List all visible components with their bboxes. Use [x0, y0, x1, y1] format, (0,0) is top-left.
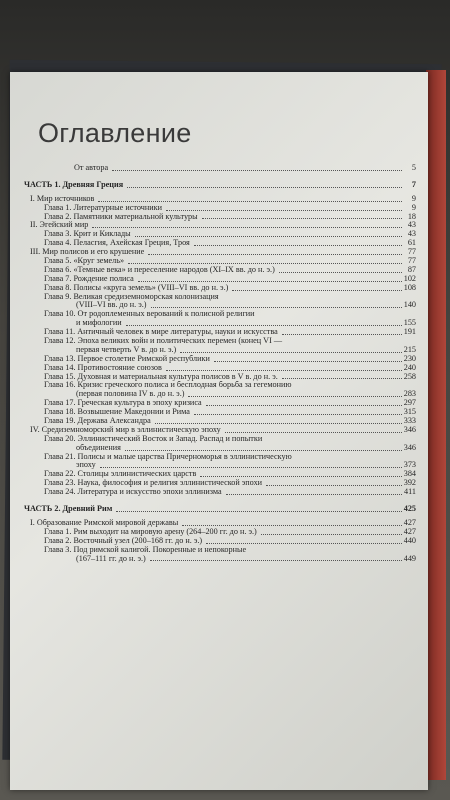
toc-leader-dots — [166, 370, 402, 371]
toc-entry-title: I. Мир источников — [30, 194, 95, 203]
toc-entry — [24, 204, 416, 213]
toc-entry — [24, 373, 416, 382]
toc-leader-dots — [279, 272, 402, 273]
toc-entry-title: Глава 3. Крит и Киклады — [44, 230, 131, 239]
toc-entry — [24, 470, 416, 479]
toc-entry — [24, 453, 416, 462]
toc-entry — [24, 337, 416, 346]
toc-entry-title: (первая половина IV в. до н. э.) — [76, 390, 185, 399]
toc-entry-title: ЧАСТЬ 2. Древний Рим — [24, 505, 113, 514]
toc-page-number: 230 — [403, 353, 416, 363]
toc-entry-title: Глава 8. Полисы «круга земель» (VIII–VI вв. до н. э.) — [44, 283, 229, 292]
toc-page-number: 7 — [411, 179, 416, 189]
toc-entry-title: Глава 5. «Круг земель» — [44, 257, 125, 265]
toc-page-number: 155 — [403, 318, 416, 328]
toc-entry — [24, 355, 416, 364]
toc-page-number: 43 — [407, 229, 416, 239]
toc-entry — [24, 555, 416, 564]
toc-entry-title: Глава 1. Литературные источники — [44, 203, 162, 212]
toc-page-number: 9 — [411, 193, 416, 203]
toc-leader-dots — [188, 396, 401, 397]
toc-leader-dots — [194, 245, 402, 246]
toc-entry — [24, 462, 416, 471]
toc-leader-dots — [206, 543, 402, 544]
toc-entry — [24, 195, 416, 204]
toc-page-number: 315 — [403, 407, 416, 417]
toc-page-number: 425 — [403, 504, 416, 514]
page-title: Оглавление — [38, 118, 192, 148]
toc-leader-dots — [282, 378, 402, 379]
toc-leader-dots — [182, 525, 402, 526]
toc-entry-title: Глава 4. Пеласгия, Ахейская Греция, Троя — [44, 239, 190, 248]
toc-entry-title: (VIII–VI вв. до н. э.) — [76, 301, 147, 310]
toc-leader-dots — [127, 187, 402, 188]
toc-entry — [24, 426, 416, 435]
toc-entry-title: Глава 13. Первое столетие Римской республики — [44, 354, 210, 363]
toc-entry-title: Глава 22. Столицы эллинистических царств — [44, 470, 197, 479]
toc-entry — [24, 346, 416, 355]
toc-page-number: 87 — [407, 264, 416, 274]
toc-entry — [24, 488, 416, 497]
toc-page-number: 140 — [403, 300, 416, 310]
toc-entry — [24, 248, 416, 257]
toc-entry-title: Глава 6. «Темные века» и переселение народов (XI–IX вв. до н. э.) — [44, 265, 275, 274]
toc-page-number: 283 — [403, 389, 416, 399]
toc-entry — [24, 546, 416, 555]
toc-page-number: 297 — [403, 398, 416, 408]
toc-leader-dots — [148, 254, 402, 255]
toc-entry-title: Глава 3. Под римской калигой. Покоренные и непокорные — [44, 545, 247, 554]
toc-leader-dots — [202, 218, 402, 219]
toc-entry — [24, 164, 416, 173]
toc-entry — [24, 479, 416, 488]
toc-entry-title: II. Эгейский мир — [30, 221, 89, 230]
toc-leader-dots — [226, 494, 402, 495]
toc-entry — [24, 293, 416, 302]
toc-entry — [24, 266, 416, 275]
toc-leader-dots — [151, 307, 402, 308]
toc-page-number: 77 — [407, 247, 416, 257]
toc-entry — [24, 381, 416, 390]
toc-entry-title: Глава 11. Античный человек в мире литературы, науки и искусства — [44, 328, 278, 337]
toc-page-number: 5 — [411, 162, 416, 172]
toc-entry — [24, 435, 416, 444]
toc-entry — [24, 275, 416, 284]
toc-entry — [24, 444, 416, 453]
toc-entry — [24, 390, 416, 399]
toc-page-number: 346 — [403, 442, 416, 452]
toc-page-number: 411 — [404, 487, 416, 497]
toc-page-number: 427 — [403, 517, 416, 527]
toc-entry — [24, 284, 416, 293]
toc-entry-title: Глава 20. Эллинистический Восток и Запад. Распад и попытки — [44, 434, 263, 443]
toc-entry-title: Глава 24. Литература и искусство эпохи эллинизма — [44, 488, 222, 497]
toc-page-number: 108 — [403, 282, 416, 292]
table-of-contents — [24, 164, 416, 563]
toc-entry-title: (167–111 гг. до н. э.) — [76, 554, 146, 563]
toc-entry-title: Глава 9. Великая средиземноморская колонизация — [44, 292, 219, 301]
toc-page-number: 333 — [403, 416, 416, 426]
toc-page-number: 77 — [407, 256, 416, 265]
toc-entry-title: Глава 19. Держава Александра — [44, 417, 151, 426]
toc-leader-dots — [135, 236, 402, 237]
toc-entry-title: Глава 10. От родоплеменных верований к полисной религии — [44, 310, 255, 319]
toc-entry — [24, 328, 416, 337]
toc-page-number: 240 — [403, 362, 416, 372]
toc-entry — [24, 537, 416, 546]
book-edge — [426, 70, 446, 780]
toc-entry — [24, 408, 416, 417]
toc-entry-title: Глава 2. Памятники материальной культуры — [44, 212, 198, 221]
toc-entry — [24, 230, 416, 239]
toc-entry-title: IV. Средиземноморский мир в эллинистическую эпоху — [30, 425, 221, 434]
toc-entry-title: Глава 21. Полисы и малые царства Причерноморья в эллинистическую — [44, 452, 292, 461]
toc-entry-title: Глава 16. Кризис греческого полиса и бесплодная борьба за гегемонию — [44, 381, 292, 390]
toc-leader-dots — [200, 476, 401, 477]
toc-leader-dots — [100, 467, 402, 468]
toc-entry-title: ЧАСТЬ 1. Древняя Греция — [24, 180, 124, 189]
toc-entry — [24, 239, 416, 248]
toc-entry-title: и мифологии — [76, 319, 122, 328]
toc-entry-title: Глава 14. Противостояние союзов — [44, 363, 162, 372]
toc-entry — [24, 528, 416, 537]
toc-entry-title: III. Мир полисов и его крушение — [30, 248, 145, 257]
toc-leader-dots — [180, 352, 401, 353]
toc-leader-dots — [150, 560, 402, 561]
toc-page-number: 9 — [411, 202, 416, 212]
toc-page-number: 43 — [407, 220, 416, 230]
toc-entry-title: эпоху — [76, 461, 96, 470]
toc-leader-dots — [138, 281, 402, 282]
toc-leader-dots — [128, 263, 402, 264]
toc-page-number: 61 — [407, 238, 416, 248]
toc-entry-title: Глава 23. Наука, философия и религия эллинистической эпохи — [44, 479, 263, 488]
toc-part-heading — [24, 181, 416, 190]
toc-leader-dots — [166, 210, 402, 211]
toc-page-number: 384 — [403, 469, 416, 479]
toc-entry-title: Глава 17. Греческая культура в эпоху кризиса — [44, 399, 202, 408]
toc-entry — [24, 519, 416, 528]
toc-entry — [24, 364, 416, 373]
toc-entry-title: объединения — [76, 443, 121, 452]
toc-page-number: 18 — [407, 211, 416, 221]
toc-leader-dots — [92, 227, 402, 228]
toc-entry — [24, 399, 416, 408]
toc-entry-title: Глава 2. Восточный узел (200–168 гг. до н. э.) — [44, 536, 203, 545]
toc-entry-title: I. Образование Римской мировой державы — [30, 518, 179, 527]
toc-leader-dots — [225, 432, 402, 433]
toc-entry-title: Глава 15. Духовная и материальная культура полисов в V в. до н. э. — [44, 372, 278, 381]
toc-leader-dots — [126, 325, 402, 326]
toc-page-number: 215 — [403, 344, 416, 354]
toc-entry — [24, 257, 416, 266]
toc-page-number: 392 — [403, 478, 416, 488]
book-page — [10, 72, 428, 790]
toc-entry-title: Глава 18. Возвышение Македонии и Рима — [44, 408, 190, 417]
toc-page-number: 427 — [403, 526, 416, 536]
toc-leader-dots — [206, 405, 402, 406]
toc-entry — [24, 213, 416, 222]
toc-leader-dots — [266, 485, 402, 486]
toc-entry-title: Глава 1. Рим выходит на мировую арену (264–200 гг. до н. э.) — [44, 527, 257, 536]
toc-leader-dots — [125, 450, 402, 451]
toc-entry — [24, 319, 416, 328]
toc-entry — [24, 417, 416, 426]
toc-entry-title: первая четверть V в. до н. э.) — [76, 345, 177, 354]
toc-page-number: 102 — [403, 273, 416, 283]
toc-leader-dots — [282, 334, 402, 335]
toc-entry-title: Глава 7. Рождение полиса — [44, 274, 134, 283]
toc-page-number: 373 — [403, 460, 416, 470]
toc-entry — [24, 310, 416, 319]
toc-leader-dots — [98, 201, 402, 202]
toc-leader-dots — [194, 414, 402, 415]
toc-entry-title: От автора — [74, 163, 109, 172]
toc-page-number: 449 — [403, 553, 416, 563]
toc-part-heading — [24, 505, 416, 514]
toc-spacer — [24, 173, 416, 178]
toc-spacer — [24, 497, 416, 502]
toc-entry-title: Глава 12. Эпоха великих войн и политических перемен (конец VI — — [44, 337, 283, 346]
toc-leader-dots — [112, 170, 402, 171]
toc-leader-dots — [261, 534, 402, 535]
toc-entry — [24, 301, 416, 310]
toc-leader-dots — [155, 423, 402, 424]
toc-page-number: 440 — [403, 535, 416, 545]
toc-leader-dots — [214, 361, 402, 362]
toc-entry — [24, 221, 416, 230]
toc-leader-dots — [232, 290, 401, 291]
toc-page-number: 346 — [403, 424, 416, 434]
toc-page-number: 191 — [403, 327, 416, 337]
toc-leader-dots — [116, 511, 401, 512]
toc-page-number: 258 — [403, 371, 416, 381]
